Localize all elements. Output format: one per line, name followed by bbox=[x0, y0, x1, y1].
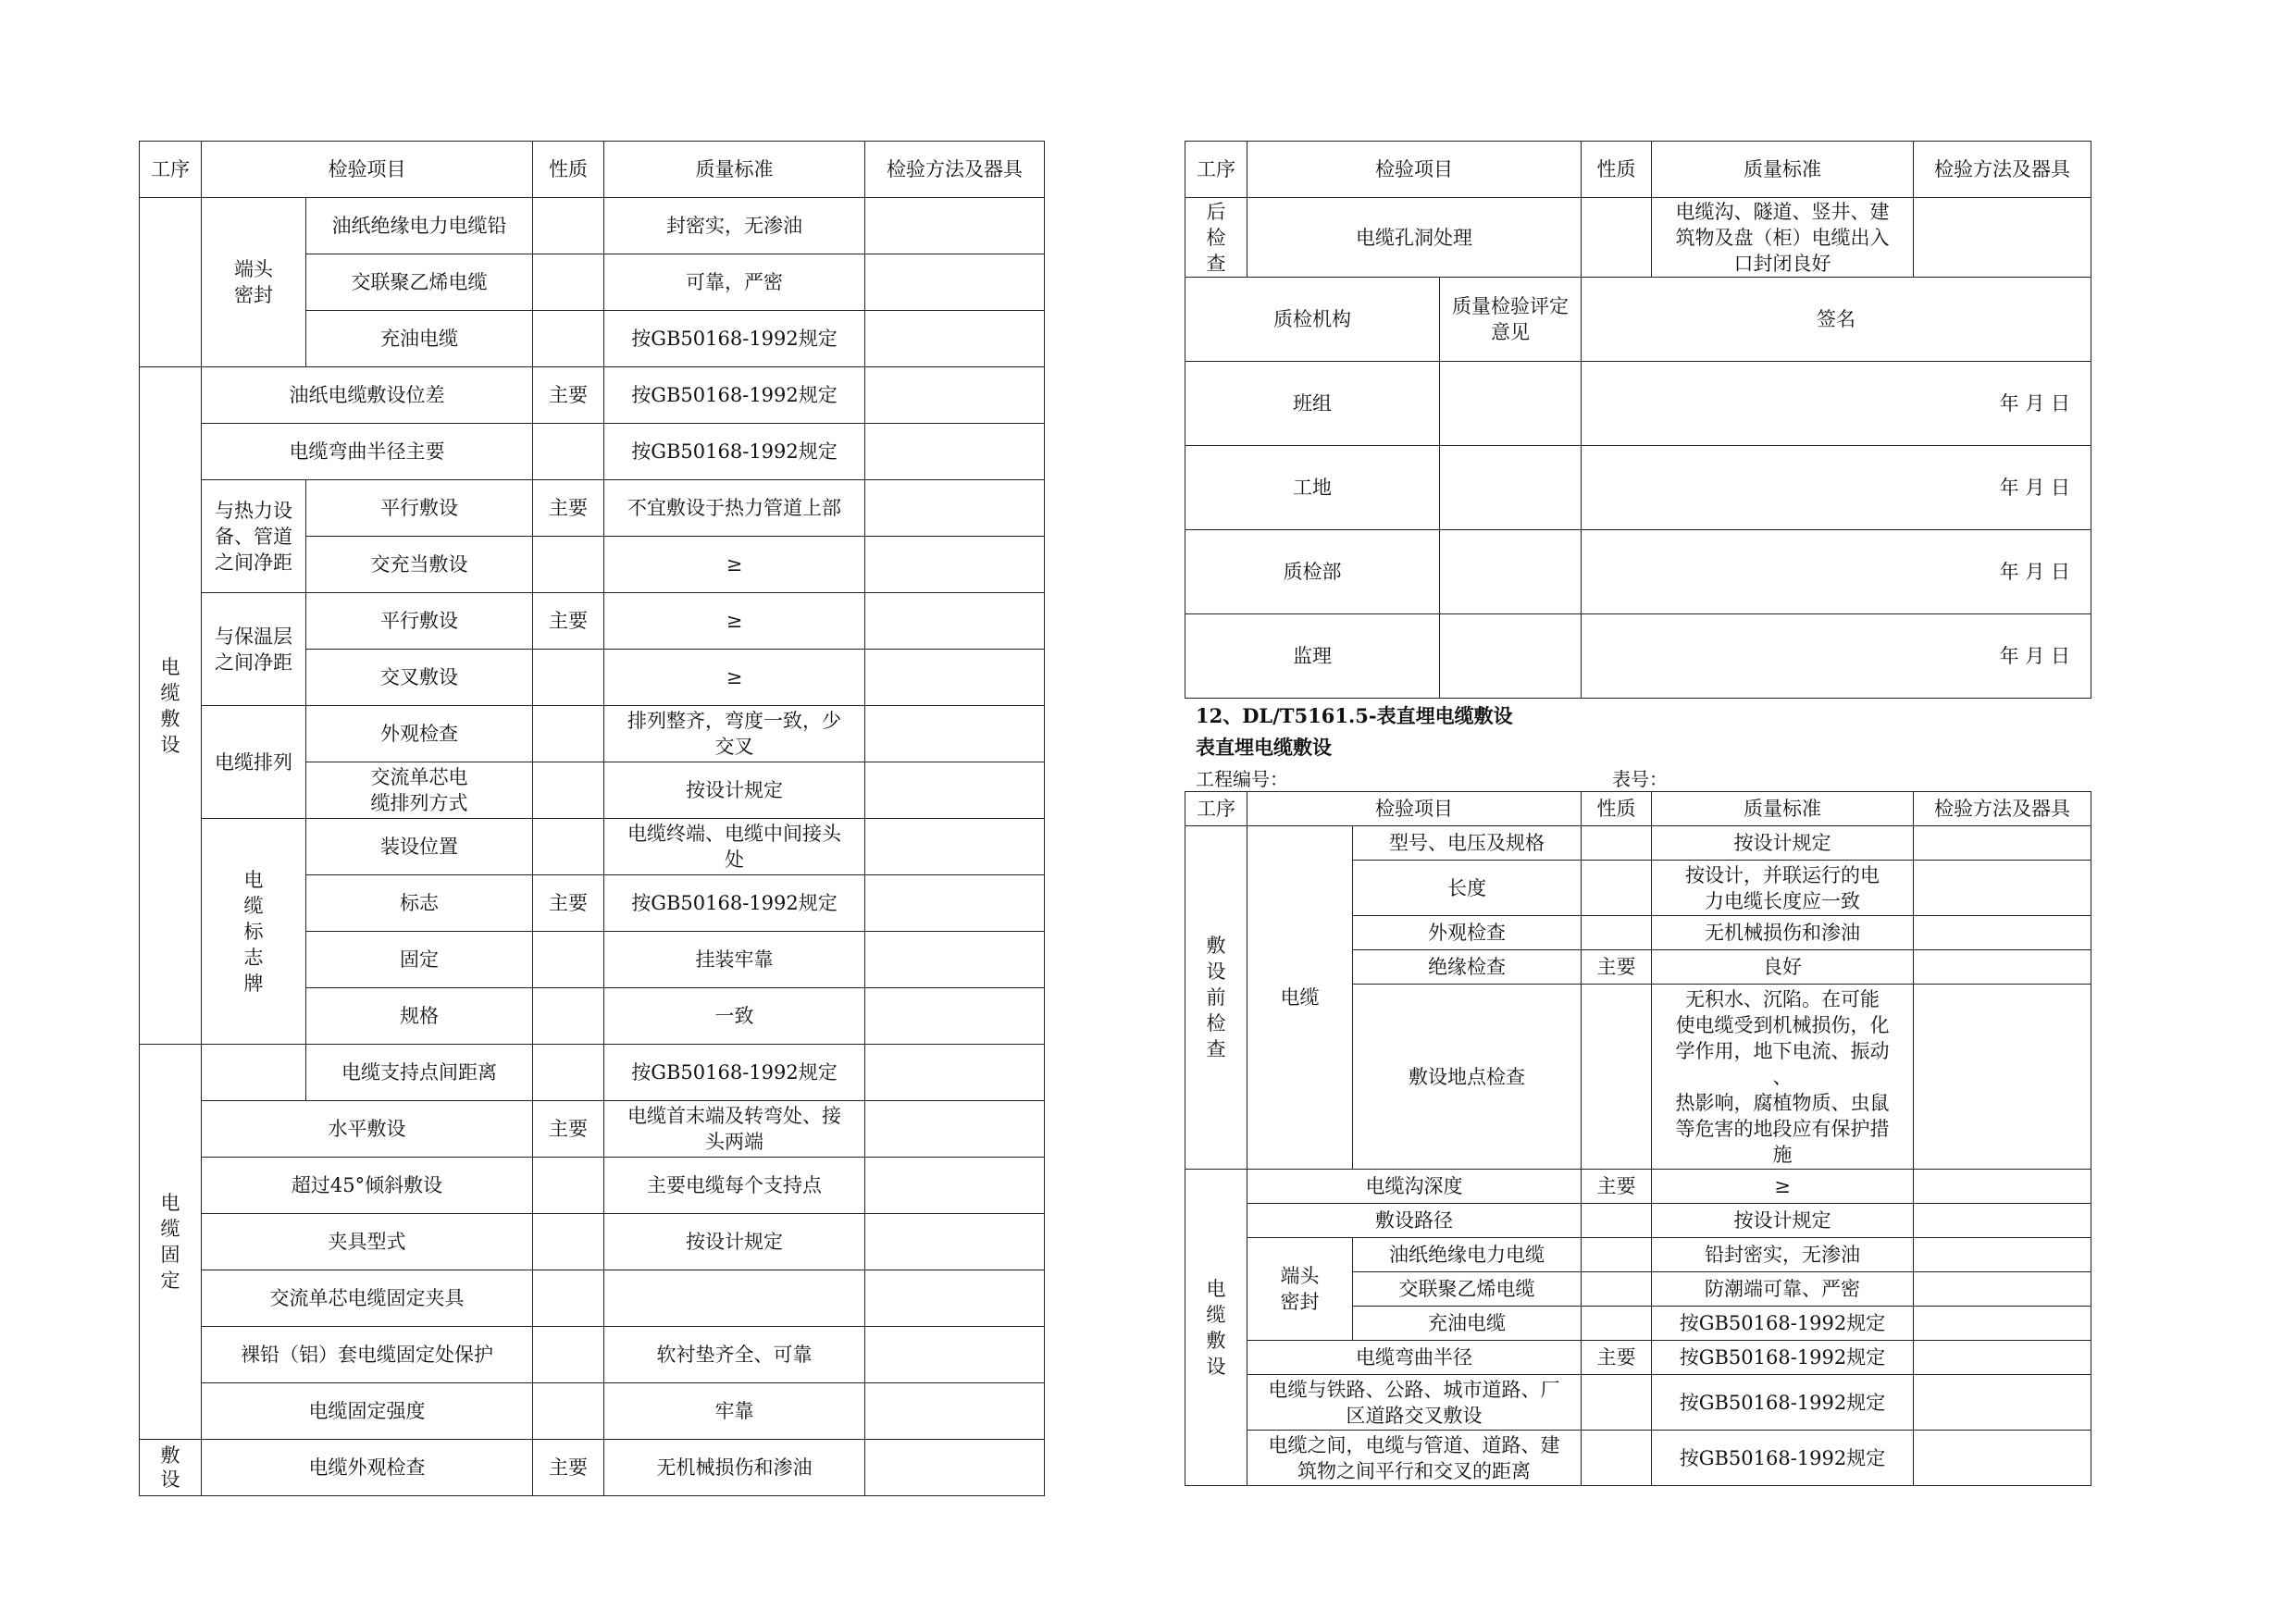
table-row bbox=[1185, 198, 2091, 278]
sign-org-cell: 工地 bbox=[1185, 446, 1440, 530]
nature-cell bbox=[533, 311, 604, 367]
item-cell: 超过45°倾斜敷设 bbox=[202, 1158, 533, 1214]
item-cell: 型号、电压及规格 bbox=[1353, 826, 1582, 861]
method-cell bbox=[865, 988, 1045, 1045]
header-method: 检验方法及器具 bbox=[865, 142, 1045, 198]
nature-cell bbox=[1582, 1307, 1652, 1341]
item-cell: 充油电缆 bbox=[306, 311, 533, 367]
method-cell bbox=[865, 1045, 1045, 1101]
nature-cell: 主要 bbox=[533, 875, 604, 932]
sign-opinion-cell bbox=[1440, 614, 1582, 699]
group-insulation-distance: 与保温层 之间净距 bbox=[202, 593, 306, 706]
nature-cell: 主要 bbox=[1582, 1341, 1652, 1375]
nature-cell bbox=[533, 1270, 604, 1327]
standard-cell: 按GB50168-1992规定 bbox=[604, 1045, 865, 1101]
nature-cell: 主要 bbox=[533, 480, 604, 537]
nature-cell bbox=[1582, 985, 1652, 1170]
project-no-label: 工程编号： bbox=[1196, 768, 1288, 790]
method-cell bbox=[1914, 198, 2091, 278]
method-cell bbox=[1914, 1238, 2091, 1272]
standard-cell: 铅封密实，无渗油 bbox=[1652, 1238, 1914, 1272]
method-cell bbox=[1914, 1204, 2091, 1238]
nature-cell bbox=[533, 1045, 604, 1101]
nature-cell bbox=[533, 819, 604, 875]
header-nature: 性质 bbox=[533, 142, 604, 198]
item-cell: 充油电缆 bbox=[1353, 1307, 1582, 1341]
standard-cell: 牢靠 bbox=[604, 1383, 865, 1440]
standard-cell: 电缆首末端及转弯处、接 头两端 bbox=[604, 1101, 865, 1158]
sign-org-cell: 监理 bbox=[1185, 614, 1440, 699]
method-cell bbox=[865, 537, 1045, 593]
table-row bbox=[140, 424, 1045, 480]
item-cell: 电缆外观检查 bbox=[202, 1440, 533, 1496]
group-cable-arrangement: 电缆排列 bbox=[202, 706, 306, 819]
standard-cell: 封密实，无渗油 bbox=[604, 198, 865, 254]
nature-cell: 主要 bbox=[1582, 950, 1652, 985]
standard-cell: 挂装牢靠 bbox=[604, 932, 865, 988]
method-cell bbox=[865, 1383, 1045, 1440]
sign-row bbox=[1185, 446, 2091, 530]
group-heat-distance: 与热力设 备、管道 之间净距 bbox=[202, 480, 306, 593]
table-row bbox=[1185, 1341, 2091, 1375]
nature-cell bbox=[1582, 826, 1652, 861]
item-cell: 油纸电缆敷设位差 bbox=[202, 367, 533, 424]
nature-cell bbox=[1582, 198, 1652, 278]
nature-cell bbox=[533, 988, 604, 1045]
process-pre-laying-check: 敷 设 前 检 查 bbox=[1185, 826, 1247, 1170]
method-cell bbox=[865, 367, 1045, 424]
method-cell bbox=[1914, 985, 2091, 1170]
header-process: 工序 bbox=[1185, 142, 1247, 198]
standard-cell: 无机械损伤和渗油 bbox=[1652, 916, 1914, 950]
header-qc-org: 质检机构 bbox=[1185, 278, 1440, 362]
sign-date-cell: 年 月 日 bbox=[1582, 614, 2091, 699]
process-after-check: 后 检 查 bbox=[1185, 198, 1247, 278]
table-header-row bbox=[1185, 142, 2091, 198]
standard-cell: 按设计规定 bbox=[1652, 826, 1914, 861]
item-cell: 电缆沟深度 bbox=[1247, 1170, 1582, 1204]
nature-cell: 主要 bbox=[533, 1440, 604, 1496]
nature-cell bbox=[1582, 1375, 1652, 1431]
group-cable: 电缆 bbox=[1247, 826, 1353, 1170]
method-cell bbox=[865, 1214, 1045, 1270]
process-cable-fixing: 电 缆 固 定 bbox=[140, 1045, 202, 1440]
header-item: 检验项目 bbox=[1247, 792, 1582, 826]
standard-cell: 电缆终端、电缆中间接头 处 bbox=[604, 819, 865, 875]
sign-opinion-cell bbox=[1440, 362, 1582, 446]
nature-cell: 主要 bbox=[533, 367, 604, 424]
item-cell: 规格 bbox=[306, 988, 533, 1045]
sign-row bbox=[1185, 362, 2091, 446]
section-title: 12、DL/T5161.5-表直埋电缆敷设 bbox=[1196, 704, 1513, 727]
method-cell bbox=[865, 932, 1045, 988]
nature-cell bbox=[1582, 1238, 1652, 1272]
header-method: 检验方法及器具 bbox=[1914, 792, 2091, 826]
item-cell: 固定 bbox=[306, 932, 533, 988]
standard-cell bbox=[604, 1270, 865, 1327]
header-qc-opinion: 质量检验评定意见 bbox=[1440, 278, 1582, 362]
method-cell bbox=[865, 650, 1045, 706]
method-cell bbox=[1914, 950, 2091, 985]
nature-cell bbox=[533, 254, 604, 311]
table-row bbox=[1185, 1431, 2091, 1486]
method-cell bbox=[865, 875, 1045, 932]
item-cell: 平行敷设 bbox=[306, 480, 533, 537]
process-cell-empty bbox=[140, 198, 202, 367]
method-cell bbox=[1914, 826, 2091, 861]
method-cell bbox=[865, 311, 1045, 367]
standard-cell: 按设计规定 bbox=[604, 1214, 865, 1270]
process-laying-last: 敷 设 bbox=[140, 1440, 202, 1496]
sign-row bbox=[1185, 614, 2091, 699]
method-cell bbox=[865, 198, 1045, 254]
standard-cell: 无机械损伤和渗油 bbox=[604, 1440, 865, 1496]
standard-cell: ≥ bbox=[1652, 1170, 1914, 1204]
nature-cell: 主要 bbox=[533, 593, 604, 650]
table-row bbox=[140, 1327, 1045, 1383]
table-row bbox=[140, 480, 1045, 537]
right-bottom-table bbox=[1185, 791, 2091, 1486]
nature-cell: 主要 bbox=[533, 1101, 604, 1158]
sign-org-cell: 班组 bbox=[1185, 362, 1440, 446]
method-cell bbox=[1914, 1307, 2091, 1341]
item-cell: 标志 bbox=[306, 875, 533, 932]
item-cell: 电缆固定强度 bbox=[202, 1383, 533, 1440]
method-cell bbox=[1914, 1170, 2091, 1204]
method-cell bbox=[865, 424, 1045, 480]
nature-cell bbox=[533, 1214, 604, 1270]
right-top-table bbox=[1185, 141, 2091, 699]
table-row bbox=[140, 1383, 1045, 1440]
standard-cell: 按GB50168-1992规定 bbox=[1652, 1307, 1914, 1341]
nature-cell bbox=[533, 762, 604, 819]
standard-cell: 软衬垫齐全、可靠 bbox=[604, 1327, 865, 1383]
table-row bbox=[140, 706, 1045, 762]
standard-cell: 按GB50168-1992规定 bbox=[604, 367, 865, 424]
standard-cell: 按GB50168-1992规定 bbox=[1652, 1375, 1914, 1431]
method-cell bbox=[865, 762, 1045, 819]
nature-cell bbox=[533, 650, 604, 706]
standard-cell: 按GB50168-1992规定 bbox=[1652, 1431, 1914, 1486]
method-cell bbox=[865, 1101, 1045, 1158]
method-cell bbox=[1914, 1375, 2091, 1431]
method-cell bbox=[865, 254, 1045, 311]
standard-cell: 按设计，并联运行的电 力电缆长度应一致 bbox=[1652, 861, 1914, 916]
standard-cell: 主要电缆每个支持点 bbox=[604, 1158, 865, 1214]
item-cell: 交充当敷设 bbox=[306, 537, 533, 593]
method-cell bbox=[1914, 1272, 2091, 1307]
standard-cell: 按设计规定 bbox=[604, 762, 865, 819]
table-row bbox=[140, 1101, 1045, 1158]
method-cell bbox=[865, 480, 1045, 537]
nature-cell bbox=[533, 706, 604, 762]
table-row bbox=[140, 1158, 1045, 1214]
header-standard: 质量标准 bbox=[604, 142, 865, 198]
table-header-row bbox=[140, 142, 1045, 198]
item-cell: 电缆孔洞处理 bbox=[1247, 198, 1582, 278]
table-no-label: 表号： bbox=[1612, 768, 1668, 790]
item-cell: 交联聚乙烯电缆 bbox=[306, 254, 533, 311]
nature-cell bbox=[533, 1327, 604, 1383]
header-item: 检验项目 bbox=[1247, 142, 1582, 198]
standard-cell: 良好 bbox=[1652, 950, 1914, 985]
table-row bbox=[140, 1270, 1045, 1327]
process-cable-laying: 电 缆 敷 设 bbox=[1185, 1170, 1247, 1486]
sign-row bbox=[1185, 530, 2091, 614]
table-row bbox=[140, 593, 1045, 650]
table-row bbox=[140, 1045, 1045, 1101]
item-cell: 电缆弯曲半径主要 bbox=[202, 424, 533, 480]
method-cell bbox=[1914, 861, 2091, 916]
header-standard: 质量标准 bbox=[1652, 792, 1914, 826]
table-row bbox=[140, 1214, 1045, 1270]
item-cell: 外观检查 bbox=[306, 706, 533, 762]
standard-cell: ≥ bbox=[604, 650, 865, 706]
standard-cell: 一致 bbox=[604, 988, 865, 1045]
item-cell: 夹具型式 bbox=[202, 1214, 533, 1270]
table-header-row bbox=[1185, 792, 2091, 826]
item-cell: 交流单芯电 缆排列方式 bbox=[306, 762, 533, 819]
table-row bbox=[140, 367, 1045, 424]
standard-cell: 按GB50168-1992规定 bbox=[604, 875, 865, 932]
header-signature: 签名 bbox=[1582, 278, 2091, 362]
item-cell: 绝缘检查 bbox=[1353, 950, 1582, 985]
standard-cell: 电缆沟、隧道、竖井、建 筑物及盘（柜）电缆出入 口封闭良好 bbox=[1652, 198, 1914, 278]
method-cell bbox=[865, 819, 1045, 875]
nature-cell bbox=[533, 1158, 604, 1214]
item-cell: 交流单芯电缆固定夹具 bbox=[202, 1270, 533, 1327]
process-cable-laying: 电 缆 敷 设 bbox=[140, 367, 202, 1045]
nature-cell bbox=[1582, 916, 1652, 950]
item-cell: 电缆弯曲半径 bbox=[1247, 1341, 1582, 1375]
table-row bbox=[140, 819, 1045, 875]
nature-cell bbox=[1582, 861, 1652, 916]
nature-cell bbox=[533, 537, 604, 593]
method-cell bbox=[865, 1270, 1045, 1327]
nature-cell bbox=[533, 424, 604, 480]
item-cell: 长度 bbox=[1353, 861, 1582, 916]
header-process: 工序 bbox=[1185, 792, 1247, 826]
nature-cell bbox=[533, 932, 604, 988]
header-process: 工序 bbox=[140, 142, 202, 198]
item-cell: 交联聚乙烯电缆 bbox=[1353, 1272, 1582, 1307]
standard-cell: 按设计规定 bbox=[1652, 1204, 1914, 1238]
table-row bbox=[140, 198, 1045, 254]
section-subtitle: 表直埋电缆敷设 bbox=[1196, 736, 1332, 759]
method-cell bbox=[1914, 916, 2091, 950]
nature-cell bbox=[1582, 1204, 1652, 1238]
header-standard: 质量标准 bbox=[1652, 142, 1914, 198]
item-cell: 装设位置 bbox=[306, 819, 533, 875]
standard-cell: ≥ bbox=[604, 593, 865, 650]
standard-cell: 按GB50168-1992规定 bbox=[604, 424, 865, 480]
table-row bbox=[1185, 1204, 2091, 1238]
item-cell: 油纸绝缘电力电缆铅 bbox=[306, 198, 533, 254]
method-cell bbox=[865, 593, 1045, 650]
item-cell: 电缆与铁路、公路、城市道路、厂 区道路交叉敷设 bbox=[1247, 1375, 1582, 1431]
header-nature: 性质 bbox=[1582, 792, 1652, 826]
standard-cell: 不宜敷设于热力管道上部 bbox=[604, 480, 865, 537]
header-item: 检验项目 bbox=[202, 142, 533, 198]
group-seal: 端头 密封 bbox=[202, 198, 306, 367]
sign-opinion-cell bbox=[1440, 530, 1582, 614]
blank-cell bbox=[202, 1045, 306, 1101]
table-row bbox=[1185, 1375, 2091, 1431]
item-cell: 油纸绝缘电力电缆 bbox=[1353, 1238, 1582, 1272]
sign-date-cell: 年 月 日 bbox=[1582, 446, 2091, 530]
sign-date-cell: 年 月 日 bbox=[1582, 362, 2091, 446]
item-cell: 电缆支持点间距离 bbox=[306, 1045, 533, 1101]
item-cell: 外观检查 bbox=[1353, 916, 1582, 950]
table-row bbox=[1185, 1238, 2091, 1272]
sign-date-cell: 年 月 日 bbox=[1582, 530, 2091, 614]
nature-cell bbox=[1582, 1272, 1652, 1307]
nature-cell bbox=[533, 198, 604, 254]
method-cell bbox=[1914, 1431, 2091, 1486]
header-method: 检验方法及器具 bbox=[1914, 142, 2091, 198]
item-cell: 裸铅（铝）套电缆固定处保护 bbox=[202, 1327, 533, 1383]
method-cell bbox=[865, 1440, 1045, 1496]
nature-cell bbox=[1582, 1431, 1652, 1486]
item-cell: 水平敷设 bbox=[202, 1101, 533, 1158]
item-cell: 电缆之间，电缆与管道、道路、建 筑物之间平行和交叉的距离 bbox=[1247, 1431, 1582, 1486]
standard-cell: 无积水、沉陷。在可能 使电缆受到机械损伤，化 学作用，地下电流、振动 、 热影响，腐植物质、虫鼠 等危害的地段应有保护措 施 bbox=[1652, 985, 1914, 1170]
standard-cell: 按GB50168-1992规定 bbox=[604, 311, 865, 367]
method-cell bbox=[1914, 1341, 2091, 1375]
group-seal: 端头 密封 bbox=[1247, 1238, 1353, 1341]
sign-opinion-cell bbox=[1440, 446, 1582, 530]
table-row bbox=[1185, 1170, 2091, 1204]
item-cell: 平行敷设 bbox=[306, 593, 533, 650]
nature-cell: 主要 bbox=[1582, 1170, 1652, 1204]
item-cell: 交叉敷设 bbox=[306, 650, 533, 706]
table-row bbox=[1185, 826, 2091, 861]
method-cell bbox=[865, 1158, 1045, 1214]
standard-cell: 按GB50168-1992规定 bbox=[1652, 1341, 1914, 1375]
table-row bbox=[140, 1440, 1045, 1496]
nature-cell bbox=[533, 1383, 604, 1440]
standard-cell: ≥ bbox=[604, 537, 865, 593]
method-cell bbox=[865, 706, 1045, 762]
header-nature: 性质 bbox=[1582, 142, 1652, 198]
sign-org-cell: 质检部 bbox=[1185, 530, 1440, 614]
standard-cell: 可靠，严密 bbox=[604, 254, 865, 311]
standard-cell: 防潮端可靠、严密 bbox=[1652, 1272, 1914, 1307]
left-inspection-table bbox=[139, 141, 1045, 1496]
group-cable-sign: 电 缆 标 志 牌 bbox=[202, 819, 306, 1045]
sign-header-row bbox=[1185, 278, 2091, 362]
item-cell: 敷设路径 bbox=[1247, 1204, 1582, 1238]
item-cell: 敷设地点检查 bbox=[1353, 985, 1582, 1170]
standard-cell: 排列整齐，弯度一致，少 交叉 bbox=[604, 706, 865, 762]
method-cell bbox=[865, 1327, 1045, 1383]
